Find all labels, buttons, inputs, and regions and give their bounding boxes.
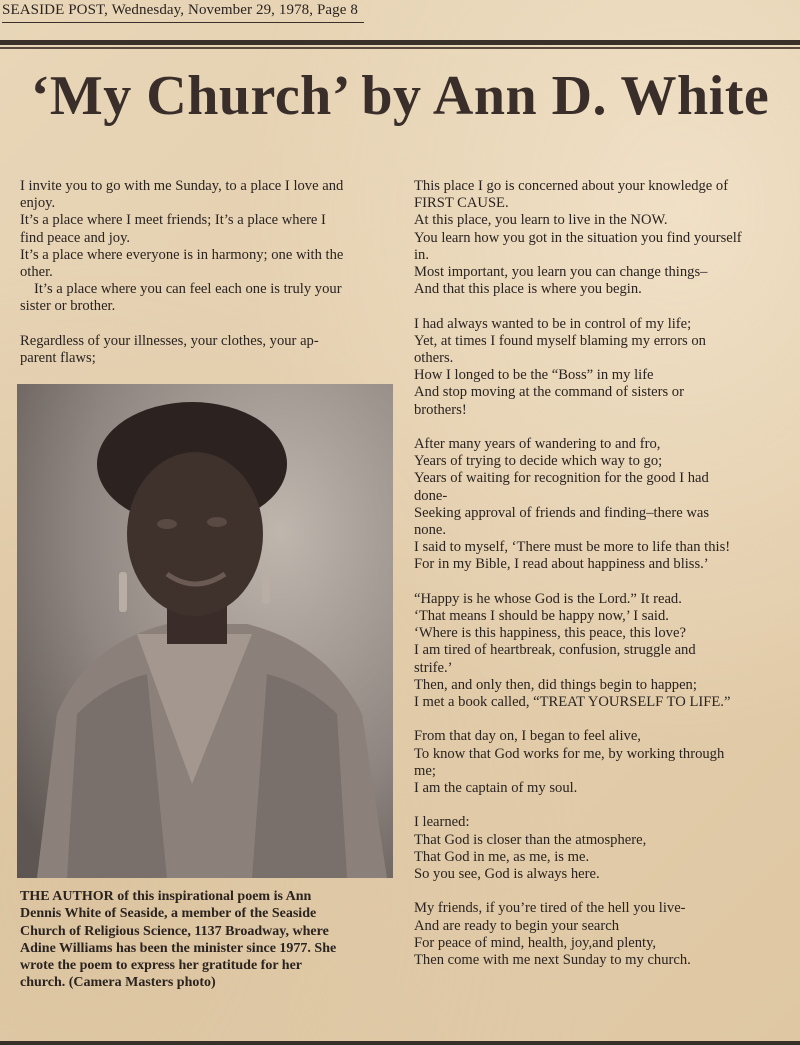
poem-line: That God is closer than the atmosphere,	[414, 831, 647, 848]
poem-line: Yet, at times I found myself blaming my errors on	[414, 332, 706, 349]
poem-line: Regardless of your illnesses, your clothes, your ap-	[20, 332, 319, 349]
poem-line: “Happy is he whose God is the Lord.” It read.	[414, 590, 682, 607]
poem-line: That God in me, as me, is me.	[414, 848, 590, 865]
poem-line: me;	[414, 762, 436, 779]
poem-line: Then come with me next Sunday to my church.	[414, 952, 691, 969]
stanza-break	[20, 316, 388, 333]
poem-line: After many years of wandering to and fro,	[414, 436, 661, 453]
poem-line: Seeking approval of friends and finding–there was	[414, 504, 710, 521]
poem-line: brothers!	[414, 401, 467, 418]
poem-line: others.	[414, 350, 454, 367]
poem-line: It’s a place where I meet friends; It’s a place where I	[20, 212, 326, 229]
poem-line: Years of trying to decide which way to go;	[414, 453, 663, 470]
caption-line: church. (Camera Masters photo)	[20, 975, 216, 991]
poem-line: I am the captain of my soul.	[414, 780, 578, 797]
poem-line: strife.’	[414, 659, 453, 676]
poem-line: ‘Where is this happiness, this peace, this love?	[414, 625, 686, 642]
poem-line: Then, and only then, did things begin to happen;	[414, 676, 697, 693]
poem-line: I said to myself, ‘There must be more to life than this!	[414, 539, 731, 556]
poem-line: I met a book called, “TREAT YOURSELF TO LIFE.”	[414, 694, 731, 711]
poem-line: Years of waiting for recognition for the good I had	[414, 470, 709, 487]
caption-line: THE AUTHOR of this inspirational poem is Ann	[20, 889, 312, 904]
stanza-break	[414, 711, 784, 728]
stanza-break	[414, 797, 784, 814]
poem-line: I had always wanted to be in control of my life;	[414, 315, 692, 332]
poem-line: For in my Bible, I read about happiness and bliss.’	[414, 556, 709, 573]
dateline: SEASIDE POST, Wednesday, November 29, 1978, Page 8	[2, 2, 364, 23]
poem-line: parent flaws;	[20, 350, 96, 367]
poem-line: in.	[414, 246, 429, 263]
poem-line: other.	[20, 264, 53, 281]
poem-line: My friends, if you’re tired of the hell you live-	[414, 900, 686, 917]
poem-line: enjoy.	[20, 195, 56, 212]
caption-line: Adine Williams has been the minister since 1977. She	[20, 940, 337, 956]
caption-line: Church of Religious Science, 1137 Broadway, where	[20, 923, 329, 939]
poem-line: I am tired of heartbreak, confusion, struggle and	[414, 642, 696, 659]
poem-line: It’s a place where you can feel each one is truly your	[34, 281, 342, 298]
poem-line: It’s a place where everyone is in harmony; one with the	[20, 246, 344, 263]
poem-line: done-	[414, 487, 448, 504]
poem-line: At this place, you learn to live in the NOW.	[414, 212, 668, 229]
stanza-break	[414, 419, 784, 436]
headline: ‘My Church’ by Ann D. White	[30, 65, 770, 127]
poem-line: Most important, you learn you can change things–	[414, 264, 708, 281]
poem-line: I invite you to go with me Sunday, to a place I love and	[20, 178, 344, 194]
stanza-break	[414, 574, 784, 591]
poem-line: And that this place is where you begin.	[414, 281, 642, 298]
caption-line: Dennis White of Seaside, a member of the Seaside	[20, 906, 317, 922]
author-portrait-illustration	[17, 384, 393, 878]
caption-line: wrote the poem to express her gratitude for her	[20, 958, 303, 974]
poem-line: none.	[414, 522, 447, 539]
poem-line: You learn how you got in the situation you find yourself	[414, 229, 742, 246]
poem-line: And are ready to begin your search	[414, 917, 620, 934]
left-column	[20, 178, 388, 367]
poem-line: I learned:	[414, 814, 470, 831]
poem-line: find peace and joy.	[20, 229, 131, 246]
poem-line: sister or brother.	[20, 298, 116, 315]
poem-line: And stop moving at the command of sisters or	[414, 384, 684, 401]
stanza-break	[414, 883, 784, 900]
poem-line: So you see, God is always here.	[414, 866, 600, 883]
poem-line: For peace of mind, health, joy,and plenty,	[414, 934, 657, 951]
photo-caption	[20, 888, 392, 992]
right-column	[414, 178, 784, 969]
poem-line: ‘That means I should be happy now,’ I said.	[414, 608, 669, 625]
author-photo	[17, 384, 393, 878]
poem-line: FIRST CAUSE.	[414, 195, 509, 212]
poem-line: How I longed to be the “Boss” in my life	[414, 367, 654, 384]
poem-line: This place I go is concerned about your knowledge of	[414, 178, 729, 194]
poem-line: From that day on, I began to feel alive,	[414, 728, 641, 745]
stanza-break	[414, 298, 784, 315]
frame-rule	[0, 47, 800, 49]
poem-line: To know that God works for me, by working through	[414, 745, 725, 762]
